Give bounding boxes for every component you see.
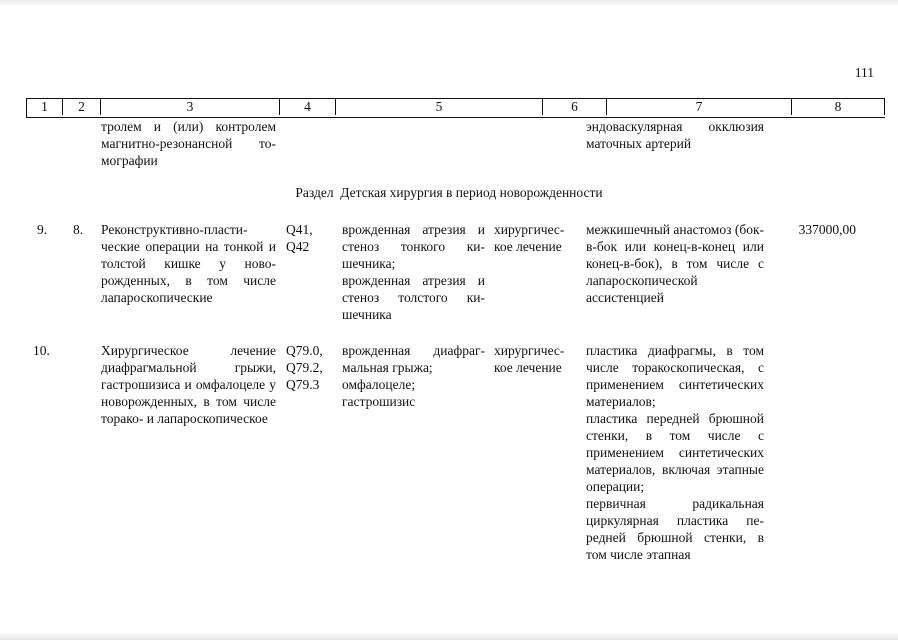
header-col-4: 4 <box>280 99 336 115</box>
row-method: пластика диафрагмы, в том числе торакоскопическая, с применением синтетических материалов; пластика передней брюшной стенки, в том числе с применением синтетических материалов, включая этапные операции; первичная радикальная циркулярная пластика передней брюшной стенки, в том числе этапная <box>586 343 764 562</box>
continuation-method-text: эндоваскулярная окклюзия маточных артерий <box>586 119 764 151</box>
page-number: 111 <box>854 65 874 80</box>
table-header-row <box>26 98 885 118</box>
scan-shadow-bottom <box>0 632 898 640</box>
row-treatment: хирургическое лечение <box>494 343 565 375</box>
header-col-1: 1 <box>27 99 63 115</box>
header-col-2: 2 <box>63 99 101 115</box>
row-codes: Q79.0, Q79.2, Q79.3 <box>286 343 323 392</box>
row-group: 8. <box>73 222 84 237</box>
row-method: межкишечный анастомоз (бок-в-бок или конец-в-конец или конец-в-бок), в том числе с лапароскопической ассистенцией <box>586 222 764 305</box>
continuation-name-text: тролем и (или) контролем магнитно-резонансной томографии <box>101 119 276 168</box>
section-title: Раздел Детская хирургия в период новорожденности <box>295 185 603 200</box>
header-col-7: 7 <box>607 99 792 115</box>
row-diagnosis: врожденная диафрагмальная грыжа; омфалоцеле; гастрошизис <box>342 343 485 409</box>
row-diagnosis: врожденная атрезия и стеноз тонкого кишечника; врожденная атрезия и стеноз толстого кишечника <box>342 222 485 322</box>
header-col-8: 8 <box>792 99 885 115</box>
header-col-5: 5 <box>336 99 543 115</box>
header-col-3: 3 <box>101 99 280 115</box>
scan-shadow-top <box>0 0 898 6</box>
header-col-6: 6 <box>543 99 607 115</box>
row-number: 9. <box>37 222 48 237</box>
row-codes: Q41, Q42 <box>286 222 313 254</box>
row-treatment: хирургическое лечение <box>494 222 565 254</box>
row-cost: 337000,00 <box>798 222 856 237</box>
row-number: 10. <box>33 343 50 358</box>
row-name: Реконструктивно-пластические операции на тонкой и толстой кишке у новорожденных, в том числе лапароскопические <box>101 222 276 305</box>
row-name: Хирургическое лечение диафрагмальной грыжи, гастрошизиса и омфалоцеле у новорожденных, в том числе торако- и лапароскопическое <box>101 343 276 426</box>
